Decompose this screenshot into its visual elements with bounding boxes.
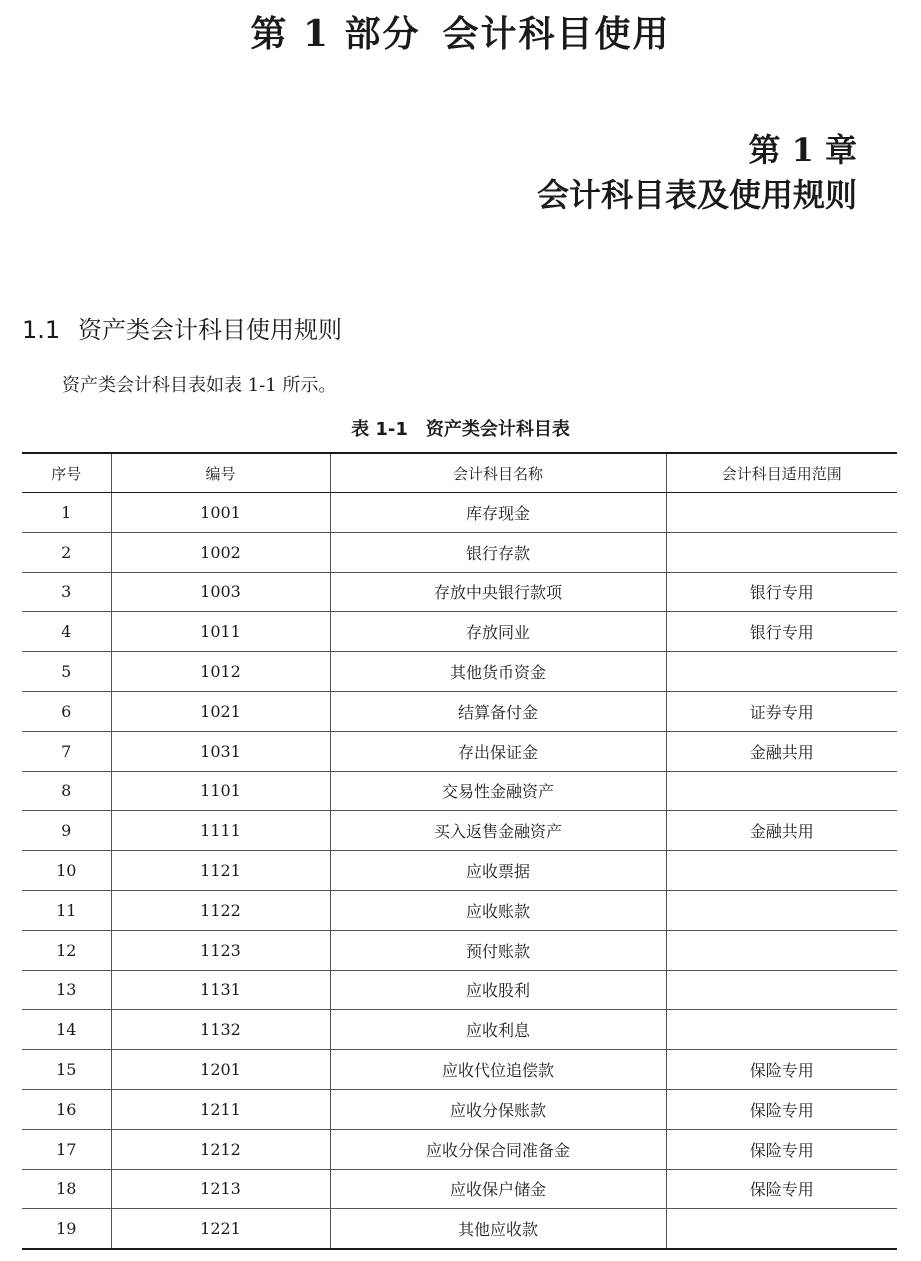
table-row	[22, 572, 897, 612]
cell-account-name: 应收股利	[330, 970, 666, 1010]
cell-code: 1031	[111, 731, 330, 771]
header-seq: 序号	[22, 453, 111, 493]
cell-code: 1201	[111, 1050, 330, 1090]
cell-account-name: 应收分保账款	[330, 1089, 666, 1129]
cell-account-name: 应收代位追偿款	[330, 1050, 666, 1090]
cell-scope	[666, 493, 897, 533]
cell-account-name: 结算备付金	[330, 691, 666, 731]
cell-seq: 6	[22, 691, 111, 731]
cell-code: 1111	[111, 811, 330, 851]
header-scope: 会计科目适用范围	[666, 453, 897, 493]
cell-code: 1131	[111, 970, 330, 1010]
cell-account-name: 交易性金融资产	[330, 771, 666, 811]
table-row	[22, 652, 897, 692]
header-account-name: 会计科目名称	[330, 453, 666, 493]
cell-seq: 18	[22, 1169, 111, 1209]
cell-account-name: 买入返售金融资产	[330, 811, 666, 851]
cell-code: 1001	[111, 493, 330, 533]
table-row	[22, 811, 897, 851]
table-row	[22, 612, 897, 652]
cell-account-name: 其他应收款	[330, 1209, 666, 1249]
chapter-heading	[537, 128, 857, 218]
cell-account-name: 应收票据	[330, 851, 666, 891]
cell-scope: 证券专用	[666, 691, 897, 731]
cell-scope	[666, 771, 897, 811]
cell-scope	[666, 970, 897, 1010]
cell-seq: 2	[22, 532, 111, 572]
part-title	[0, 10, 921, 58]
section-heading	[22, 310, 342, 350]
section-number: 1.1	[22, 316, 61, 344]
table-row	[22, 532, 897, 572]
cell-code: 1213	[111, 1169, 330, 1209]
cell-seq: 14	[22, 1010, 111, 1050]
cell-scope: 银行专用	[666, 572, 897, 612]
intro-paragraph: 资产类会计科目表如表 1-1 所示。	[62, 375, 337, 396]
table-caption-number: 表 1-1	[351, 419, 408, 440]
cell-account-name: 预付账款	[330, 930, 666, 970]
cell-scope: 保险专用	[666, 1129, 897, 1169]
cell-account-name: 存出保证金	[330, 731, 666, 771]
cell-scope: 金融共用	[666, 811, 897, 851]
table-row	[22, 930, 897, 970]
cell-scope	[666, 1010, 897, 1050]
cell-seq: 11	[22, 890, 111, 930]
table-row	[22, 1010, 897, 1050]
table-row	[22, 771, 897, 811]
cell-seq: 4	[22, 612, 111, 652]
table-caption-title: 资产类会计科目表	[425, 419, 570, 440]
cell-account-name: 存放同业	[330, 612, 666, 652]
cell-code: 1003	[111, 572, 330, 612]
cell-account-name: 应收利息	[330, 1010, 666, 1050]
cell-scope: 金融共用	[666, 731, 897, 771]
section-title: 资产类会计科目使用规则	[78, 316, 342, 344]
table-row	[22, 731, 897, 771]
cell-scope	[666, 890, 897, 930]
cell-code: 1123	[111, 930, 330, 970]
cell-seq: 9	[22, 811, 111, 851]
table-row	[22, 970, 897, 1010]
header-code: 编号	[111, 453, 330, 493]
cell-account-name: 存放中央银行款项	[330, 572, 666, 612]
cell-seq: 17	[22, 1129, 111, 1169]
cell-code: 1021	[111, 691, 330, 731]
cell-code: 1011	[111, 612, 330, 652]
table-row	[22, 691, 897, 731]
cell-code: 1212	[111, 1129, 330, 1169]
chapter-title: 会计科目表及使用规则	[536, 176, 857, 214]
cell-code: 1012	[111, 652, 330, 692]
cell-seq: 10	[22, 851, 111, 891]
cell-code: 1002	[111, 532, 330, 572]
cell-scope	[666, 652, 897, 692]
table-row	[22, 851, 897, 891]
table-row	[22, 890, 897, 930]
table-caption	[0, 414, 921, 446]
cell-code: 1122	[111, 890, 330, 930]
cell-account-name: 应收分保合同准备金	[330, 1129, 666, 1169]
cell-seq: 13	[22, 970, 111, 1010]
cell-scope: 保险专用	[666, 1169, 897, 1209]
cell-seq: 1	[22, 493, 111, 533]
cell-seq: 7	[22, 731, 111, 771]
cell-scope	[666, 1209, 897, 1249]
cell-scope: 保险专用	[666, 1089, 897, 1129]
cell-code: 1121	[111, 851, 330, 891]
cell-code: 1132	[111, 1010, 330, 1050]
cell-code: 1221	[111, 1209, 330, 1249]
table-row	[22, 1209, 897, 1249]
cell-account-name: 银行存款	[330, 532, 666, 572]
cell-account-name: 其他货币资金	[330, 652, 666, 692]
table-row	[22, 1089, 897, 1129]
cell-code: 1101	[111, 771, 330, 811]
cell-account-name: 应收保户储金	[330, 1169, 666, 1209]
part-name: 会计科目使用	[442, 13, 671, 55]
cell-seq: 12	[22, 930, 111, 970]
cell-scope	[666, 930, 897, 970]
table-row	[22, 1050, 897, 1090]
chapter-number: 第 1 章	[748, 131, 857, 169]
cell-seq: 8	[22, 771, 111, 811]
part-label: 第 1 部分	[250, 13, 421, 55]
cell-account-name: 应收账款	[330, 890, 666, 930]
accounts-table	[22, 452, 897, 1250]
cell-account-name: 库存现金	[330, 493, 666, 533]
cell-scope	[666, 532, 897, 572]
cell-seq: 16	[22, 1089, 111, 1129]
table-row	[22, 1129, 897, 1169]
cell-seq: 15	[22, 1050, 111, 1090]
cell-code: 1211	[111, 1089, 330, 1129]
table-row	[22, 493, 897, 533]
cell-scope: 银行专用	[666, 612, 897, 652]
table-row	[22, 1169, 897, 1209]
cell-scope: 保险专用	[666, 1050, 897, 1090]
cell-seq: 5	[22, 652, 111, 692]
cell-seq: 19	[22, 1209, 111, 1249]
cell-scope	[666, 851, 897, 891]
cell-seq: 3	[22, 572, 111, 612]
table-header-row	[22, 453, 897, 493]
